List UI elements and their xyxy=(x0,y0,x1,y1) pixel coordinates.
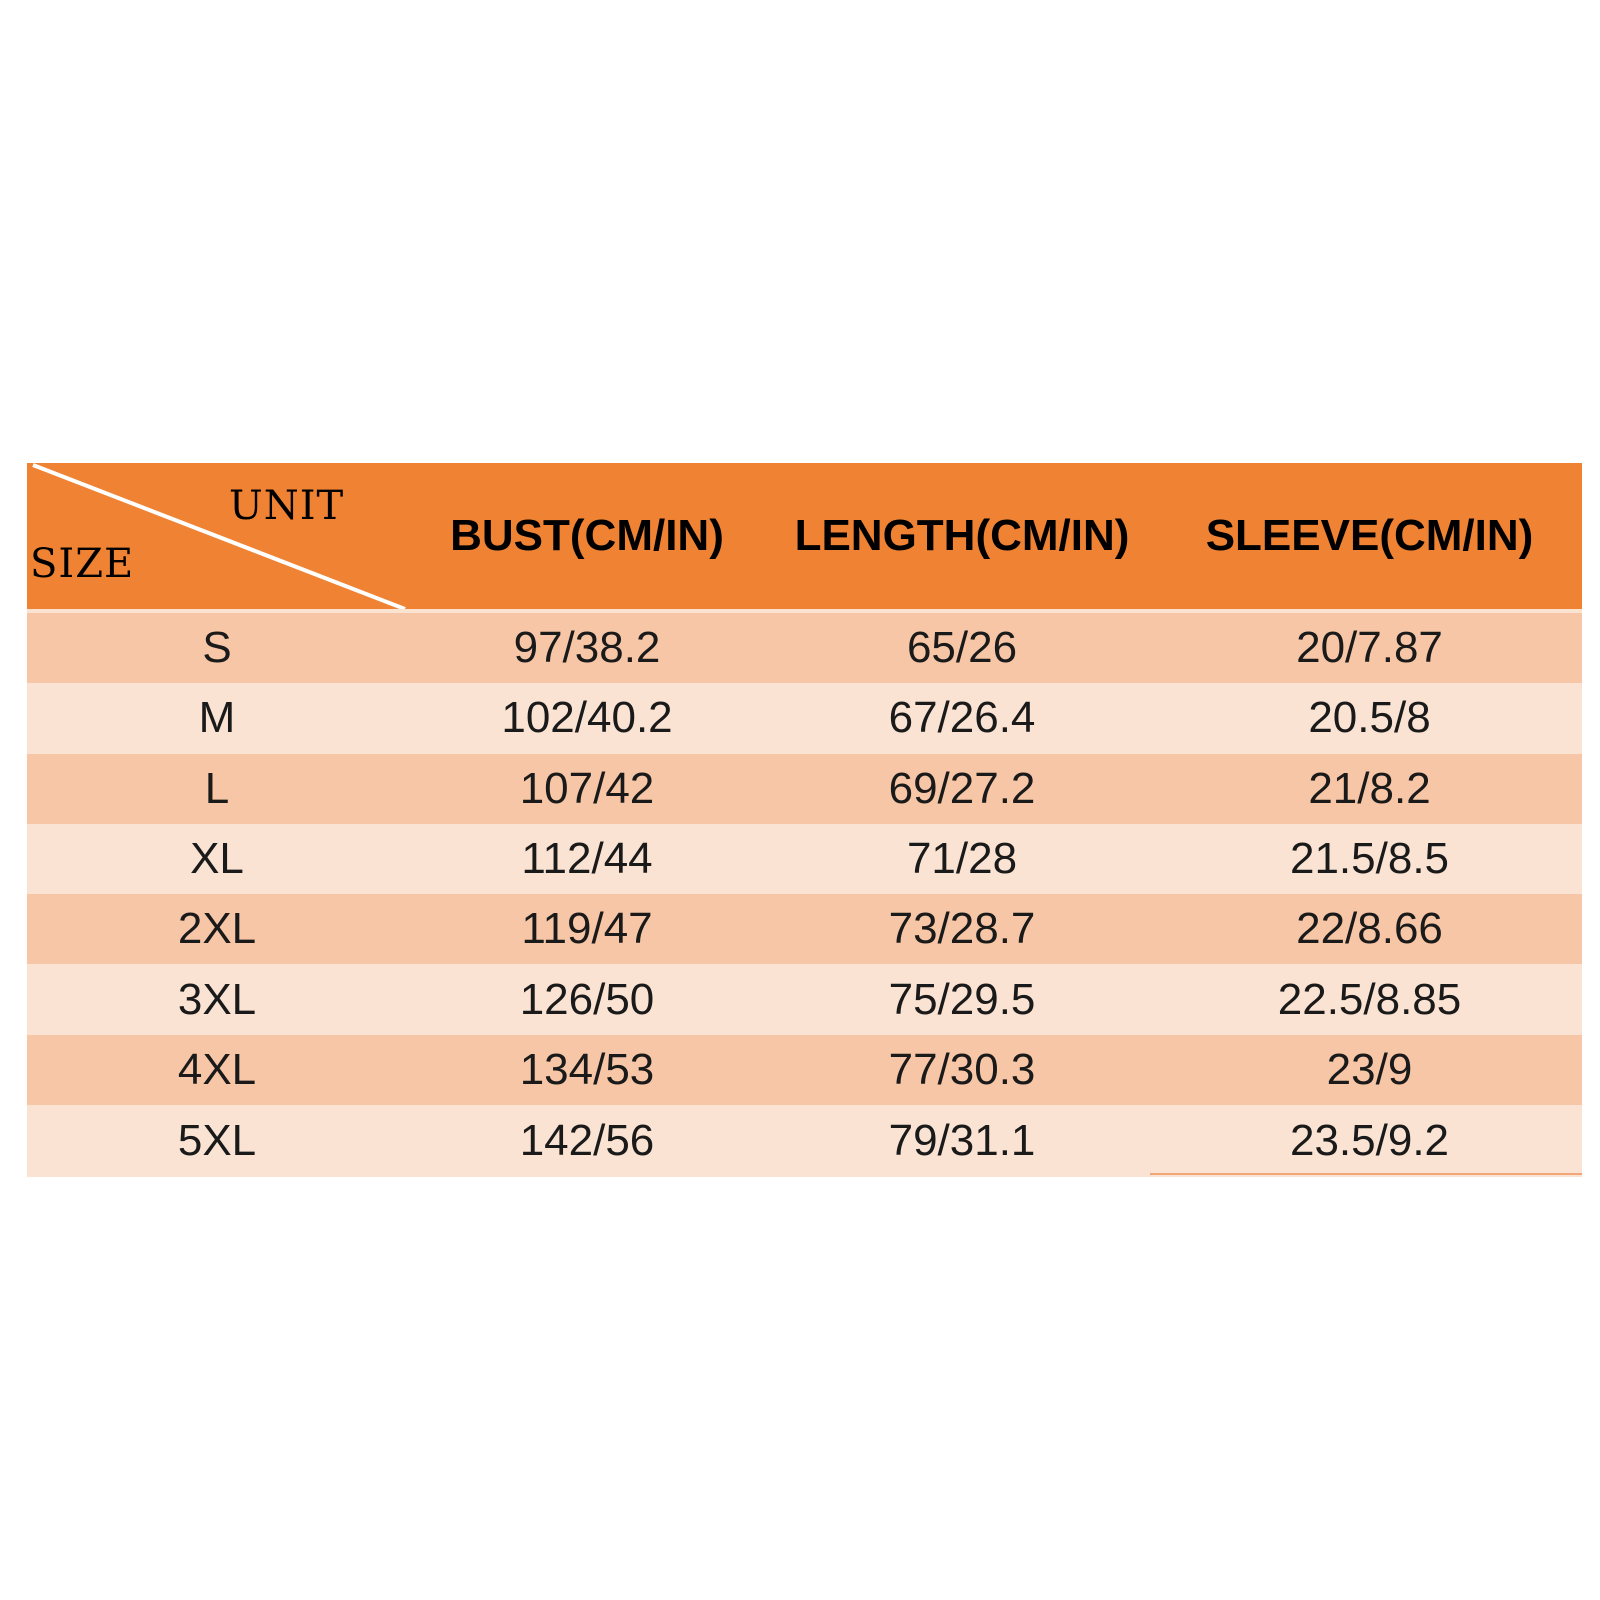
sleeve-cell: 21.5/8.5 xyxy=(1289,834,1450,884)
sleeve-cell: 20.5/8 xyxy=(1308,693,1431,743)
table-row xyxy=(27,683,1582,753)
bust-cell: 134/53 xyxy=(519,1044,655,1094)
size-cell: S xyxy=(202,623,232,673)
bust-cell: 102/40.2 xyxy=(501,693,673,743)
table-header-row xyxy=(27,463,1582,609)
table-row xyxy=(27,613,1582,683)
column-header-length: LENGTH(CM/IN) xyxy=(794,511,1130,560)
bust-cell: 112/44 xyxy=(521,834,653,884)
size-cell: 4XL xyxy=(177,1044,257,1094)
length-cell: 73/28.7 xyxy=(888,904,1036,954)
table-bottom-line xyxy=(1150,1173,1582,1175)
unit-label: UNIT xyxy=(229,483,345,529)
length-cell: 79/31.1 xyxy=(888,1116,1036,1166)
table-row xyxy=(27,824,1582,894)
table-body xyxy=(27,613,1582,1177)
sleeve-cell: 22.5/8.85 xyxy=(1277,974,1462,1024)
sleeve-cell: 22/8.66 xyxy=(1296,904,1443,954)
size-cell: 2XL xyxy=(177,904,257,954)
length-cell: 67/26.4 xyxy=(888,693,1036,743)
size-cell: 3XL xyxy=(177,974,257,1024)
table-row xyxy=(27,1105,1582,1177)
size-chart-table xyxy=(27,463,1582,1175)
sleeve-cell: 23.5/9.2 xyxy=(1289,1116,1450,1166)
size-cell: XL xyxy=(190,834,244,884)
column-header-bust: BUST(CM/IN) xyxy=(450,511,724,560)
length-cell: 69/27.2 xyxy=(888,763,1036,813)
diagonal-divider xyxy=(27,463,407,609)
bust-cell: 126/50 xyxy=(519,974,655,1024)
corner-header-cell xyxy=(27,463,407,609)
size-cell: M xyxy=(198,693,236,743)
size-label: SIZE xyxy=(30,541,135,587)
bust-cell: 97/38.2 xyxy=(513,623,661,673)
length-cell: 75/29.5 xyxy=(888,974,1036,1024)
size-cell: 5XL xyxy=(177,1116,257,1166)
table-row xyxy=(27,754,1582,824)
size-cell: L xyxy=(204,763,230,813)
table-row xyxy=(27,1035,1582,1105)
sleeve-cell: 21/8.2 xyxy=(1308,763,1431,813)
length-cell: 77/30.3 xyxy=(888,1044,1036,1094)
column-header-sleeve: SLEEVE(CM/IN) xyxy=(1205,511,1534,560)
bust-cell: 107/42 xyxy=(519,763,655,813)
bust-cell: 119/47 xyxy=(521,904,653,954)
sleeve-cell: 20/7.87 xyxy=(1296,623,1443,673)
bust-cell: 142/56 xyxy=(519,1116,655,1166)
sleeve-cell: 23/9 xyxy=(1326,1044,1413,1094)
length-cell: 65/26 xyxy=(906,623,1018,673)
table-row xyxy=(27,894,1582,964)
length-cell: 71/28 xyxy=(906,834,1018,884)
table-row xyxy=(27,964,1582,1034)
